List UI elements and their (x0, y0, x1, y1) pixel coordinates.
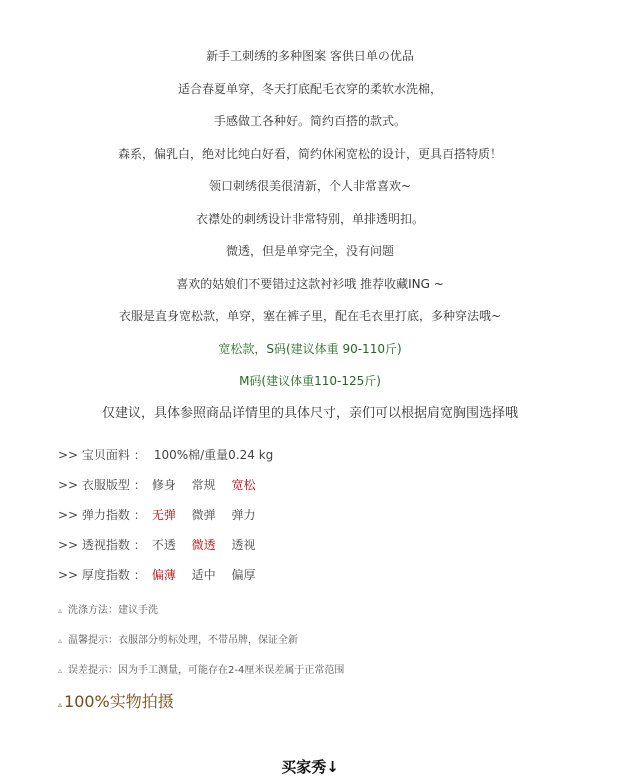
spec-option-selected: 宽松 (231, 478, 256, 492)
description-line: 微透，但是单穿完全，没有问题 (225, 244, 394, 258)
spec-row-fit (58, 473, 598, 503)
spec-label: >> 宝贝面料 ： (58, 448, 146, 462)
triangle-icon: ▵ (58, 606, 63, 615)
triangle-icon: ▵ (58, 700, 63, 709)
size-s-line: 宽松款，S码(建议体重 90-110斤) (218, 341, 402, 356)
size-advice-line: 仅建议，具体参照商品详情里的具体尺寸，亲们可以根据肩宽胸围选择哦 (101, 405, 518, 421)
description-line: 领口刺绣很美很清新，个人非常喜欢~ (208, 179, 412, 193)
spec-value: 100%棉/重量0.24 kg (153, 448, 274, 462)
spec-option-selected: 微透 (191, 538, 216, 552)
buyer-show-heading: 买家秀↓ (281, 758, 339, 776)
spec-option: 透视 (231, 538, 256, 552)
spec-row-elasticity (58, 503, 598, 533)
description-line: 衣服是直身宽松款，单穿，塞在裤子里，配在毛衣里打底，多种穿法哦~ (118, 309, 502, 323)
spec-option: 偏厚 (231, 568, 256, 582)
spec-label: >> 衣服版型 ： (58, 478, 146, 492)
spec-row-transparency (58, 533, 598, 563)
note-item (58, 598, 598, 628)
spec-option: 常规 (191, 478, 216, 492)
note-text: 洗涤方法：建议手洗 (68, 605, 159, 616)
spec-label: >> 厚度指数 ： (58, 568, 146, 582)
spec-option: 微弹 (191, 508, 216, 522)
note-item (58, 628, 598, 658)
spec-label: >> 透视指数 ： (58, 538, 146, 552)
description-line: 新手工刺绣的多种图案 客供日单の优品 (206, 49, 414, 63)
spec-option: 适中 (191, 568, 216, 582)
spec-option-selected: 偏薄 (151, 568, 176, 582)
note-text: 误差提示：因为手工测量，可能存在2-4厘米误差属于正常范围 (68, 665, 345, 676)
description-line: 森系，偏乳白，绝对比纯白好看，简约休闲宽松的设计，更具百搭特质！ (117, 146, 502, 161)
spec-option: 弹力 (231, 508, 256, 522)
spec-option: 不透 (151, 538, 176, 552)
description-line: 适合春夏单穿，冬天打底配毛衣穿的柔软水洗棉， (177, 81, 442, 96)
spec-row-material (58, 443, 598, 473)
product-description (0, 44, 620, 434)
spec-label: >> 弹力指数 ： (58, 508, 146, 522)
spec-option-selected: 无弹 (151, 508, 176, 522)
size-m-line: M码(建议体重110-125斤) (239, 374, 381, 388)
note-text: 温馨提示：衣服部分剪标处理，不带吊牌，保证全新 (68, 635, 299, 646)
note-text: 100%实物拍摄 (64, 692, 174, 711)
triangle-icon: ▵ (58, 666, 63, 675)
triangle-icon: ▵ (58, 636, 63, 645)
description-line: 衣襟处的刺绣设计非常特别，单排透明扣。 (195, 211, 424, 226)
note-item-real-photo (58, 688, 598, 718)
description-line: 喜欢的姑娘们不要错过这款衬衫哦 推荐收藏ING ~ (176, 276, 444, 291)
spec-option: 修身 (151, 478, 176, 492)
spec-table (58, 443, 598, 593)
note-item (58, 658, 598, 688)
spec-row-thickness (58, 563, 598, 593)
description-line: 手感做工各种好。简约百搭的款式。 (213, 114, 406, 128)
notes-list (58, 598, 598, 718)
